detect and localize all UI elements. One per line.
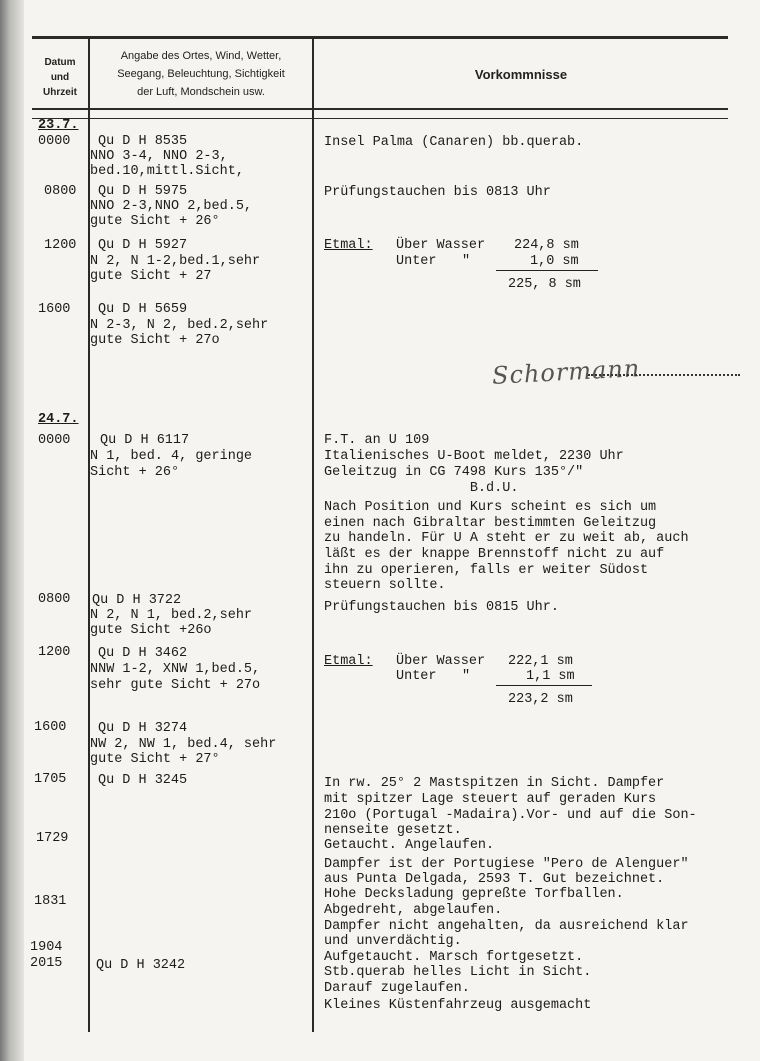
header-bottom-rule	[32, 108, 728, 110]
header-vorkommnisse: Vorkommnisse	[474, 67, 568, 82]
etmal-value: 224,8 sm	[514, 238, 579, 253]
time-cell: 1904	[30, 940, 63, 955]
location-cell: Qu D H 5975	[98, 184, 188, 199]
event-text: nenseite gesetzt.	[324, 823, 462, 838]
event-text: B.d.U.	[324, 481, 519, 496]
event-text: läßt es der knappe Brennstoff nicht zu auf	[324, 547, 665, 562]
event-text: In rw. 25° 2 Mastspitzen in Sicht. Dampfer	[324, 776, 665, 791]
time-cell: 1729	[36, 831, 69, 846]
event-text: steuern sollte.	[324, 578, 446, 593]
time-cell: 1831	[34, 894, 67, 909]
event-text: Dampfer nicht angehalten, da ausreichend klar	[324, 919, 689, 934]
time-cell: 0800	[38, 592, 71, 607]
etmal-label: Etmal:	[324, 654, 373, 669]
event-text: Kleines Küstenfahrzeug ausgemacht	[324, 998, 592, 1013]
weather-cell: gute Sicht + 26°	[90, 214, 220, 229]
header-angabe: Angabe des Ortes, Wind, Wetter, Seegang, Beleuchtung, Sichtigkeit der Luft, Mondschein usw.	[117, 50, 285, 98]
event-text: einen nach Gibraltar bestimmten Geleitzug	[324, 516, 657, 531]
location-cell: Qu D H 3722	[92, 593, 182, 608]
event-text: Abgedreht, abgelaufen.	[324, 903, 503, 918]
event-text: Prüfungstauchen bis 0815 Uhr.	[324, 600, 559, 615]
location-cell: Qu D H 8535	[98, 134, 188, 149]
time-cell: 1200	[44, 238, 77, 253]
event-text: zu handeln. Für U A steht er zu weit ab, auch	[324, 531, 689, 546]
weather-cell: gute Sicht + 27°	[90, 752, 220, 767]
event-text: F.T. an U 109	[324, 433, 430, 448]
ditto-mark: "	[462, 669, 471, 684]
event-text: Getaucht. Angelaufen.	[324, 838, 495, 853]
time-cell: 0800	[44, 184, 77, 199]
time-cell: 1600	[34, 720, 67, 735]
header-sub-rule	[32, 118, 728, 119]
weather-cell: N 2-3, N 2, bed.2,sehr	[90, 318, 269, 333]
etmal-row-label: Über Wasser	[396, 654, 486, 669]
date-label: 24.7.	[38, 412, 79, 427]
event-text: Geleitzug in CG 7498 Kurs 135°/"	[324, 465, 584, 480]
event-text: und unverdächtig.	[324, 934, 462, 949]
etmal-row-label: Unter	[396, 254, 437, 269]
event-text: Prüfungstauchen bis 0813 Uhr	[324, 185, 551, 200]
weather-cell: gute Sicht + 27o	[90, 333, 220, 348]
time-cell: 1200	[38, 645, 71, 660]
event-text: Italienisches U-Boot meldet, 2230 Uhr	[324, 449, 624, 464]
event-text: Stb.querab helles Licht in Sicht.	[324, 965, 592, 980]
weather-cell: Sicht + 26°	[90, 465, 180, 480]
etmal-total: 225, 8 sm	[508, 277, 581, 292]
location-cell: Qu D H 3274	[98, 721, 188, 736]
event-text: Darauf zugelaufen.	[324, 981, 470, 996]
weather-cell: NNO 2-3,NNO 2,bed.5,	[90, 199, 253, 214]
event-text: Insel Palma (Canaren) bb.querab.	[324, 135, 584, 150]
event-text: 210o (Portugal -Madaira).Vor- und auf die Son-	[324, 808, 697, 823]
etmal-row-label: Unter	[396, 669, 437, 684]
time-cell: 1600	[38, 302, 71, 317]
time-cell: 0000	[38, 433, 71, 448]
event-text: ihn zu operieren, falls er weiter Südost	[324, 563, 649, 578]
location-cell: Qu D H 3245	[98, 773, 188, 788]
etmal-value: 222,1 sm	[508, 654, 573, 669]
event-text: Dampfer ist der Portugiese "Pero de Alenguer"	[324, 857, 689, 872]
weather-cell: sehr gute Sicht + 27o	[90, 678, 261, 693]
event-text: aus Punta Delgada, 2593 T. Gut bezeichnet.	[324, 872, 665, 887]
date-label: 23.7.	[38, 118, 79, 133]
time-cell: 1705	[34, 772, 67, 787]
weather-cell: gute Sicht + 27	[90, 269, 212, 284]
weather-cell: N 2, N 1, bed.2,sehr	[90, 608, 253, 623]
etmal-value: 1,0 sm	[530, 254, 579, 269]
event-text: mit spitzer Lage steuert auf geraden Kurs	[324, 792, 657, 807]
weather-cell: gute Sicht +26o	[90, 623, 212, 638]
time-cell: 2015	[30, 956, 63, 971]
location-cell: Qu D H 6117	[100, 433, 190, 448]
signature-dots	[588, 374, 740, 376]
event-text: Aufgetaucht. Marsch fortgesetzt.	[324, 950, 584, 965]
event-text: Nach Position und Kurs scheint es sich um	[324, 500, 657, 515]
location-cell: Qu D H 5659	[98, 302, 188, 317]
etmal-row-label: Über Wasser	[396, 238, 486, 253]
book-spine	[0, 0, 24, 1061]
column-divider-2	[312, 38, 314, 1032]
weather-cell: NW 2, NW 1, bed.4, sehr	[90, 737, 277, 752]
location-cell: Qu D H 3462	[98, 646, 188, 661]
weather-cell: bed.10,mittl.Sicht,	[90, 164, 244, 179]
weather-cell: NNO 3-4, NNO 2-3,	[90, 149, 228, 164]
weather-cell: N 1, bed. 4, geringe	[90, 449, 253, 464]
header-datum: Datum und Uhrzeit	[43, 57, 77, 98]
sum-line	[496, 270, 598, 271]
weather-cell: NNW 1-2, XNW 1,bed.5,	[90, 662, 261, 677]
sum-line	[496, 685, 592, 686]
column-divider-1	[88, 38, 90, 1032]
location-cell: Qu D H 3242	[96, 958, 186, 973]
ditto-mark: "	[462, 254, 471, 269]
location-cell: Qu D H 5927	[98, 238, 188, 253]
etmal-total: 223,2 sm	[508, 692, 573, 707]
signature: Schormann	[491, 354, 641, 390]
weather-cell: N 2, N 1-2,bed.1,sehr	[90, 254, 261, 269]
etmal-value: 1,1 sm	[526, 669, 575, 684]
etmal-label: Etmal:	[324, 238, 373, 253]
event-text: Hohe Decksladung gepreßte Torfballen.	[324, 887, 624, 902]
time-cell: 0000	[38, 134, 71, 149]
top-rule	[32, 36, 728, 39]
